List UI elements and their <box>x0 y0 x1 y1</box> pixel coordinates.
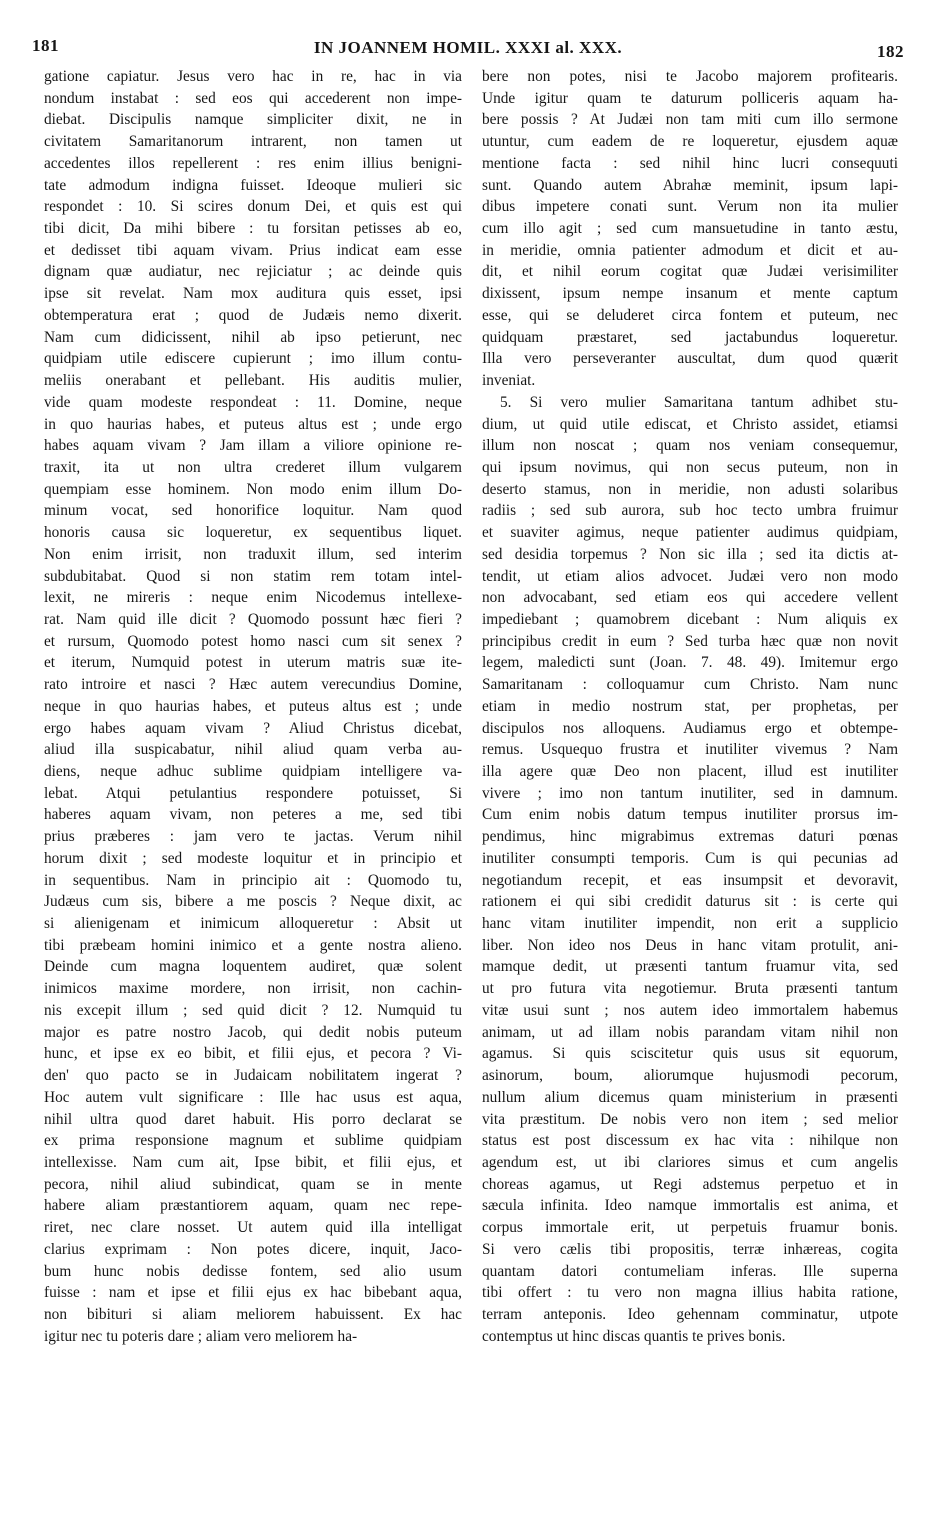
text-line: bere possis ? At Judæi non tam miti cum illo sermone <box>482 111 898 129</box>
text-line: etiam in medio nostrum stat, per prophetas, per <box>482 697 898 715</box>
text-line: major es patre nostro Jacob, qui dedit nobis puteum <box>44 1023 462 1041</box>
text-line: inutiliter consumpti temporis. Cum is qui pecunias ad <box>482 849 898 867</box>
text-line: hunc, et ipse ex eo bibit, et filii ejus, et pecora ? Vi- <box>44 1045 462 1063</box>
text-line: discipulos nos alloquens. Audiamus ergo et obtempe- <box>482 719 898 737</box>
text-line: tate admodum indigna fuisset. Ideoque mulieri sic <box>44 176 462 194</box>
text-line: inveniat. <box>482 372 536 390</box>
text-line: vitæ usui sunt ; nos autem ideo immortalem habemus <box>482 1001 898 1019</box>
text-line: quantam datori contumeliam inferas. Ille superna <box>482 1262 898 1280</box>
text-line: ex prima responsione magnum et sublime quidpiam <box>44 1132 462 1150</box>
text-line: horum dixit ; sed modeste loquitur et in principio et <box>44 849 462 867</box>
text-line: ergo habes aquam vivam ? Aliud Christus dicebat, <box>44 719 462 737</box>
text-line: principibus credit in eum ? Sed turba hæc quæ non novit <box>482 632 898 650</box>
text-line: mentione facta : sed nihil hinc lucri consequuti <box>482 154 898 172</box>
text-line: rationem ei qui sibi credidit daturus sit : is certe qui <box>482 893 898 911</box>
text-line: bum hunc nobis dedisse fontem, sed alio usum <box>44 1262 462 1280</box>
text-line: illum non noscat ; quam nos veniam consequemur, <box>482 437 898 455</box>
text-line: radiis ; sed sub aurora, sub hoc tecto umbra fruimur <box>482 502 898 520</box>
text-line: tibi præbeam homini inimico et a gente nostra alieno. <box>44 936 462 954</box>
text-line: choreas agamus, ut Regi adstemus perpetuo et in <box>482 1175 898 1193</box>
text-line: Samaritanam : colloquamur cum Christo. Nam nunc <box>482 676 898 694</box>
text-line: quidpiam utile ediscere cupierunt ; imo illum contu- <box>44 350 462 368</box>
text-line: sunt. Quando autem Abrahæ meminit, ipsum lapi- <box>482 176 898 194</box>
left-text-column <box>44 66 462 1347</box>
text-line: nullum alium dicemus quam ministerium in præsenti <box>482 1088 898 1106</box>
text-line: quempiam esse hominem. Non modo enim illum Do- <box>44 480 462 498</box>
page-number-right: 182 <box>877 42 904 61</box>
text-line: esse, qui se deluderet circa fontem et puteum, nec <box>482 306 898 324</box>
text-line: dignam quæ audiatur, nec rejiciatur ; ac deinde quis <box>44 263 462 281</box>
text-line: cum illo agit ; sed cum mansuetudine in tanto æstu, <box>482 220 898 238</box>
text-line: Si vero cælis tibi propositis, terræ inhæreas, cogita <box>482 1240 898 1258</box>
text-line: diebat. Discipulis namque simpliciter dixit, ne in <box>44 111 462 129</box>
text-line: subdubitabat. Quod si non statim rem totam intel- <box>44 567 462 585</box>
text-line: lebat. Atqui petulantius respondere potuisset, Si <box>44 784 462 802</box>
text-line: hanc vitam inutiliter impendit, non erit a supplicio <box>482 915 898 933</box>
text-line: quidquam præstaret, sed jactabundus loqueretur. <box>482 328 898 346</box>
text-line: tibi offert : tu vero non magna illius habita ratione, <box>482 1284 898 1302</box>
text-line: illa agere quæ Deo non placent, illud est inutiliter <box>482 763 898 780</box>
text-line: non bibituri si aliam meliorem habuissent. Ex hac <box>44 1305 462 1323</box>
text-line: status est post discessum ex hac vita : nihilque non <box>482 1132 898 1150</box>
text-line: gatione capiatur. Jesus vero hac in re, hac in via <box>44 68 462 85</box>
text-line: remus. Usquequo frustra et inutiliter vivemus ? Nam <box>482 741 898 759</box>
text-line: pendimus, hinc migrabimus extremas daturi pœnas <box>482 828 898 846</box>
text-line: nondum instabat : sed eos qui accederent non impe- <box>44 89 462 107</box>
text-line: meliis onerabant et pellebant. His auditis mulier, <box>44 372 462 390</box>
text-line: in quo haurias habes, et puteus altus est ; unde ergo <box>44 415 462 433</box>
text-line: non advocabant, sed etiam eos qui accedere vellent <box>482 589 898 607</box>
text-line: accedentes illos repellerent : res enim illius benigni- <box>44 154 462 172</box>
text-line: minum vocat, sed honorifice loquitur. Nam quod <box>44 502 462 520</box>
text-line: diens, neque adhuc sublime quidpiam intelligere va- <box>44 763 462 780</box>
text-line: dixissent, ipsum nempe insanum et mente captum <box>482 285 898 303</box>
text-line: et suaviter agimus, neque patienter audimus quidpiam, <box>482 524 898 542</box>
text-line: impediebant ; quamobrem dicebant : Num aliquis ex <box>482 610 898 628</box>
text-line: fuisse : nam et ipse et filii ejus ex hac bibebant aqua, <box>44 1284 462 1302</box>
page-number-left: 181 <box>32 36 59 55</box>
text-line: vide quam modeste respondeat : 11. Domine, neque <box>44 393 462 411</box>
text-line: Judæus cum sis, bibere a me poscis ? Neque dixit, ac <box>44 893 462 911</box>
text-line: qui ipsum novimus, qui non secus puteum, non in <box>482 458 898 476</box>
text-line: 5. Si vero mulier Samaritana tantum adhibet stu- <box>500 393 898 411</box>
text-line: asinorum, boum, aliorumque hujusmodi pecorum, <box>482 1067 898 1085</box>
text-line: Cum enim nobis datum tempus inutiliter prorsus im- <box>482 806 898 824</box>
text-line: intellexisse. Nam cum ait, Ipse bibit, et filii ejus, et <box>44 1153 462 1171</box>
text-line: sæcula infinita. Ideo namque immortalis est anima, et <box>482 1197 898 1215</box>
text-line: in meridie, omnia patienter admodum et dicit et au- <box>482 241 898 259</box>
text-line: rato introire et nasci ? Hæc autem verecundius Domine, <box>44 676 462 694</box>
text-line: Non enim irrisit, non traduxit illum, sed interim <box>44 545 462 563</box>
text-line: agendum est, ut ibi clariores simus et cum angelis <box>482 1153 898 1171</box>
text-line: Deinde cum magna loquentem audiret, quæ solent <box>44 958 462 976</box>
text-line: sed desidia torpemus ? Non sic illa ; sed ita dictis at- <box>482 545 898 563</box>
text-line: et iterum, Numquid potest in uterum matris suæ ite- <box>44 654 462 672</box>
text-line: dium, ut quid utile ediscat, et Christo assidet, etiamsi <box>482 415 898 433</box>
text-line: animam, ut ad illam nobis parandam vitam nihil non <box>482 1023 898 1041</box>
text-line: rat. Nam quid ille dicit ? Quomodo possunt hæc fieri ? <box>44 610 462 628</box>
text-line: vivere ; imo non tantum inutiliter, sed in damnum. <box>482 784 898 802</box>
text-line: tibi dicit, Da mihi bibere : tu forsitan petisses ab eo, <box>44 220 462 238</box>
page-header <box>32 34 904 61</box>
text-line: bere non potes, nisi te Jacobo majorem profitearis. <box>482 68 898 85</box>
text-line: tendit, ut etiam alios advocet. Judæi vero non modo <box>482 567 898 585</box>
right-text-column <box>482 66 898 1347</box>
text-line: corpus immortale erit, ut perpetuis fruamur bonis. <box>482 1219 898 1237</box>
text-line: prius præberes : jam vero te jactas. Verum nihil <box>44 828 462 846</box>
text-line: clarius exprimam : Non potes dicere, inquit, Jaco- <box>44 1240 462 1258</box>
text-line: habere aliam præstantiorem aquam, quam nec repe- <box>44 1197 462 1215</box>
text-line: nihil ultra quod daret habuit. His porro declarat se <box>44 1110 462 1128</box>
text-line: et rursum, Quomodo potest homo nasci cum sit senex ? <box>44 632 462 650</box>
text-line: Nam cum didicissent, nihil ab ipso petierunt, nec <box>44 328 462 346</box>
text-line: liber. Non ideo nos Deus in hanc vitam protulit, ani- <box>482 936 898 954</box>
text-line: si alienigenam et inimicum alloqueretur : Absit ut <box>44 915 462 933</box>
text-line: legem, maledicti sunt (Joan. 7. 48. 49). Imitemur ergo <box>482 654 898 672</box>
text-line: civitatem Samaritanorum intrarent, non tamen ut <box>44 133 462 151</box>
text-line: honoris causa sic loqueretur, ex sequentibus liquet. <box>44 524 462 542</box>
text-line: Illa vero perseveranter auscultat, dum quod quærit <box>482 350 898 368</box>
text-line: negotiandum recepit, et eas insumpsit et devoravit, <box>482 871 898 889</box>
text-line: inimicos maxime mordere, non irrisit, non cachin- <box>44 980 462 998</box>
text-line: den' quo pacto se in Judaicam nobilitatem ingerat ? <box>44 1067 462 1085</box>
text-line: obtemperatura erat ; quod de Judæis nemo dixerit. <box>44 306 462 324</box>
text-line: lexit, ne mireris : neque enim Nicodemus intellexe- <box>44 589 462 607</box>
text-line: respondet : 10. Si scires donum Dei, et quis est qui <box>44 198 462 216</box>
text-line: neque in quo haurias habes, et puteus altus est ; unde <box>44 697 462 715</box>
text-line: pecora, nihil aliud subindicat, quam se in mente <box>44 1175 462 1193</box>
text-line: deserto stamus, non in meridie, non adusti solaribus <box>482 480 898 498</box>
running-title: IN JOANNEM HOMIL. XXXI al. XXX. <box>313 38 623 57</box>
text-line: contemptus ut hinc discas quantis te prives bonis. <box>482 1327 786 1345</box>
text-line: Unde igitur quam te daturum polliceris aquam ha- <box>482 89 898 107</box>
text-line: dit, et nihil eorum cogitat quæ Judæi verisimiliter <box>482 263 898 281</box>
text-line: in sequentibus. Nam in principio ait : Quomodo tu, <box>44 871 462 889</box>
text-line: nis excepit illum ; sed quid dicit ? 12. Numquid tu <box>44 1001 462 1019</box>
text-line: traxit, ita ut non ultra crederet illum vulgarem <box>44 458 462 476</box>
text-line: et dedisset tibi aquam vivam. Prius indicat eam esse <box>44 241 462 259</box>
text-line: habes aquam vivam ? Jam illam a viliore opinione re- <box>44 437 462 455</box>
text-line: Hoc autem vult significare : Ille hac usus est aqua, <box>44 1088 462 1106</box>
text-line: agamus. Si quis sciscitetur quis usus sit equorum, <box>482 1045 898 1063</box>
text-line: riret, nec clare nosset. Ut autem quid illa intelligat <box>44 1219 462 1237</box>
text-line: dibus impetere conati sunt. Verum non ita mulier <box>482 198 898 216</box>
text-line: terram anteponis. Ideo gehennam comminatur, utpote <box>482 1305 898 1323</box>
text-line: mamque dedit, ut præsenti tantum fruamur vita, sed <box>482 958 898 976</box>
text-line: igitur nec tu poteris dare ; aliam vero meliorem ha- <box>44 1327 358 1345</box>
text-line: utuntur, cum eadem de re loqueretur, ejusdem aquæ <box>482 133 898 151</box>
text-line: ipse sit revelat. Nam mox auditura quis esset, ipsi <box>44 285 462 303</box>
text-line: ut pro futura vita negotiemur. Bruta præsenti tantum <box>482 980 898 998</box>
text-line: aliud illa suspicabatur, nihil aliud quam verba au- <box>44 741 462 759</box>
text-line: haberes aquam vivam, non peteres a me, sed tibi <box>44 806 462 824</box>
text-line: vita præstitum. De nobis vero non item ; sed melior <box>482 1110 898 1128</box>
